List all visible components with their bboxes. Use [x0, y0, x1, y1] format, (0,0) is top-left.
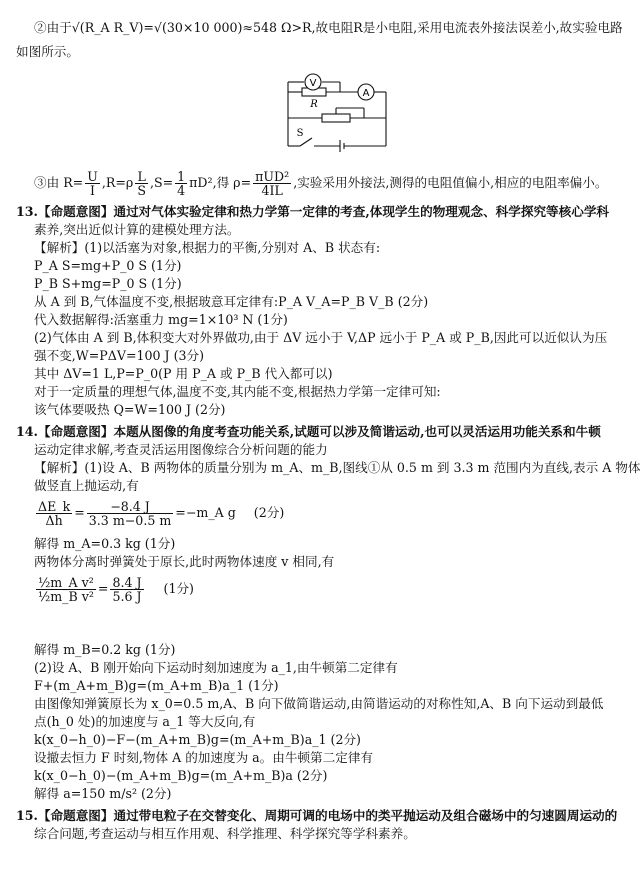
q13-line: 其中 ΔV=1 L,P=P_0(P 用 P_A 或 P_B 代入都可以) [34, 366, 333, 381]
circuit-diagram [278, 64, 398, 160]
voltmeter-label: V [309, 78, 317, 89]
intro-line-3: ③由 R= $\frac{U}{I}$ ,R=ρ $\frac{L}{S}$ ,S= $\frac{1}{4}$ πD²,得 ρ= $\frac{\text{πUD²}}{4IL}$ ,实验采用外接法,测得的电阻值偏小,相应的电阻率偏小。 [34, 169, 608, 198]
q14-line: 两物体分离时弹簧处于原长,此时两物体速度 v 相同,有 [34, 554, 335, 569]
ammeter-label: A [362, 88, 370, 99]
q13-line: 从 A 到 B,气体温度不变,根据玻意耳定律有:P_A V_A=P_B V_B (2分) [34, 294, 429, 309]
q15-intent-2: 综合问题,考查运动与相互作用观、科学推理、科学探究等学科素养。 [34, 826, 416, 841]
q14-line: 点(h_0 处)的加速度与 a_1 等大反向,有 [34, 714, 256, 729]
resistor-label: R [310, 99, 318, 110]
q14-line: 由图像知弹簧原长为 x_0=0.5 m,A、B 向下做简谐运动,由简谐运动的对称性知,A、B 向下运动到最低 [34, 696, 604, 711]
q14-line: 解得 m_B=0.2 kg (1分) [34, 642, 176, 657]
q14-intent-1: 14.【命题意图】本题从图像的角度考查功能关系,试题可以涉及简谐运动,也可以灵活运用功能关系和牛顿 [16, 424, 601, 439]
q14-line: k(x_0−h_0)−(m_A+m_B)g=(m_A+m_B)a (2分) [34, 768, 328, 783]
q13-line: 强不变,W=PΔV=100 J (3分) [34, 348, 205, 363]
q13-line: 【解析】(1)以活塞为对象,根据力的平衡,分别对 A、B 状态有: [34, 240, 381, 255]
q14-line: 做竖直上抛运动,有 [34, 478, 139, 493]
q13-line: P_A S=mg+P_0 S (1分) [34, 258, 182, 273]
q14-line: k(x_0−h_0)−F−(m_A+m_B)g=(m_A+m_B)a_1 (2分) [34, 732, 361, 747]
q14-line: 【解析】(1)设 A、B 两物体的质量分别为 m_A、m_B,图线①从 0.5 m 到 3.3 m 范围内为直线,表示 A 物体 [34, 460, 641, 475]
q14-intent-2: 运动定律求解,考查灵活运用图像综合分析问题的能力 [34, 442, 328, 457]
q14-equation-2: $\frac{\text{½m\_A v²}}{\text{½m\_B v²}}$ = $\frac{8.4 J}{5.6 J}$ (1分) [38, 575, 194, 604]
q14-line: F+(m_A+m_B)g=(m_A+m_B)a_1 (1分) [34, 678, 279, 693]
q14-line: (2)设 A、B 刚开始向下运动时刻加速度为 a_1,由牛顿第二定律有 [34, 660, 398, 675]
intro-line-1: ②由于√(R_A R_V)=√(30×10 000)≈548 Ω>R,故电阻R是小电阻,采用电流表外接法误差小,故实验电路 [34, 20, 623, 35]
q14-line: 解得 a=150 m/s² (2分) [34, 786, 172, 801]
q13-line: P_B S+mg=P_0 S (1分) [34, 276, 182, 291]
q13-line: 该气体要吸热 Q=W=100 J (2分) [34, 402, 226, 417]
switch-label: S [296, 128, 304, 139]
q15-intent-1: 15.【命题意图】通过带电粒子在交替变化、周期可调的电场中的类平抛运动及组合磁场中的匀速圆周运动的 [16, 808, 618, 823]
q14-line: 设撤去恒力 F 时刻,物体 A 的加速度为 a。由牛顿第二定律有 [34, 750, 374, 765]
q14-equation-1: $\frac{\Delta E\_k}{\Delta h}$ = $\frac{-8.4 J}{3.3 m-0.5 m}$ =−m_A g (2分) [38, 499, 285, 528]
q13-line: 代入数据解得:活塞重力 mg=1×10³ N (1分) [34, 312, 288, 327]
q13-line: 对于一定质量的理想气体,温度不变,其内能不变,根据热力学第一定律可知: [34, 384, 441, 399]
q14-line: 解得 m_A=0.3 kg (1分) [34, 536, 176, 551]
q13-line: (2)气体由 A 到 B,体积变大对外界做功,由于 ΔV 远小于 V,ΔP 远小于 P_A 或 P_B,因此可以近似认为压 [34, 330, 608, 345]
q13-intent-1: 13.【命题意图】通过对气体实验定律和热力学第一定律的考查,体现学生的物理观念、科学探究等核心学科 [16, 204, 610, 219]
q13-intent-2: 素养,突出近似计算的建模处理方法。 [34, 222, 240, 237]
intro-line-2: 如图所示。 [16, 44, 79, 59]
